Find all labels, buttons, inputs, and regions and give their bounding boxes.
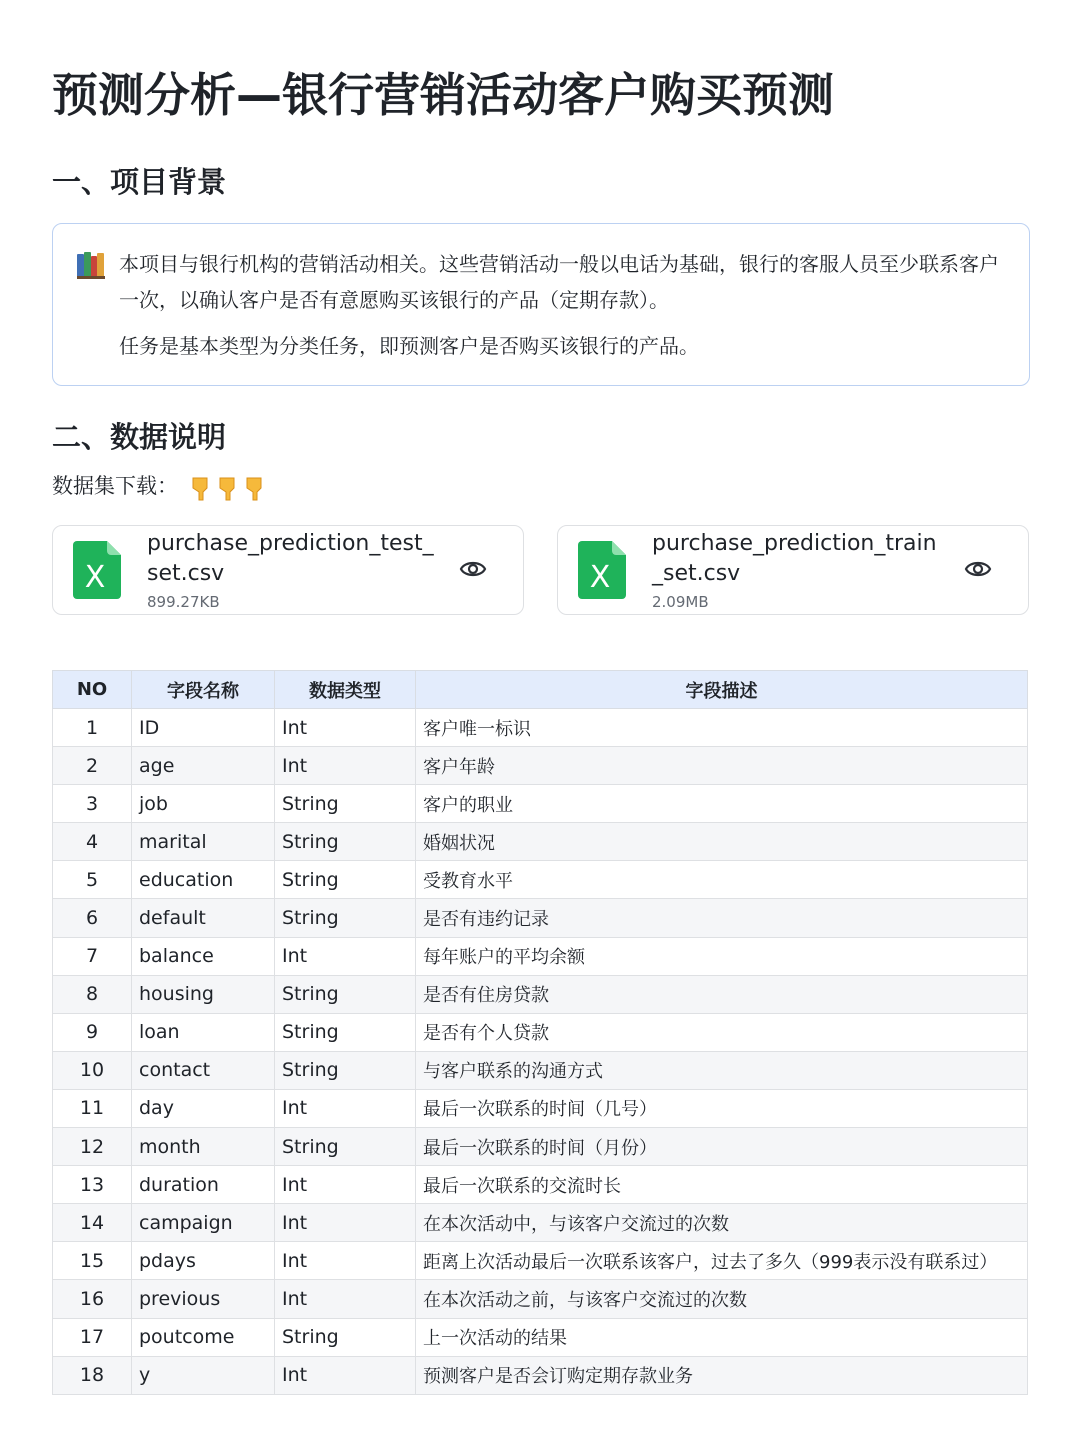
file-card-test[interactable] xyxy=(52,525,524,615)
column-header-data-type: 数据类型 xyxy=(275,671,416,709)
table-row xyxy=(53,899,1028,937)
excel-file-icon xyxy=(578,541,626,599)
cell-no: 16 xyxy=(53,1280,132,1318)
cell-description: 最后一次联系的时间（几号） xyxy=(416,1089,1028,1127)
background-callout xyxy=(52,223,1030,386)
field-table xyxy=(52,670,1028,1395)
download-label-row xyxy=(52,470,269,503)
cell-field-name: month xyxy=(132,1128,275,1166)
cell-data-type: String xyxy=(275,1051,416,1089)
cell-description: 在本次活动之前，与该客户交流过的次数 xyxy=(416,1280,1028,1318)
cell-description: 受教育水平 xyxy=(416,861,1028,899)
excel-file-icon xyxy=(73,541,121,599)
cell-field-name: poutcome xyxy=(132,1318,275,1356)
cell-data-type: Int xyxy=(275,1166,416,1204)
cell-description: 客户唯一标识 xyxy=(416,709,1028,747)
cell-data-type: Int xyxy=(275,1242,416,1280)
table-row xyxy=(53,747,1028,785)
cell-no: 5 xyxy=(53,861,132,899)
table-row xyxy=(53,1242,1028,1280)
column-header-description: 字段描述 xyxy=(416,671,1028,709)
cell-no: 11 xyxy=(53,1089,132,1127)
cell-no: 9 xyxy=(53,1013,132,1051)
cell-description: 是否有违约记录 xyxy=(416,899,1028,937)
cell-no: 15 xyxy=(53,1242,132,1280)
file-size: 899.27KB xyxy=(147,593,220,611)
cell-field-name: loan xyxy=(132,1013,275,1051)
cell-field-name: marital xyxy=(132,823,275,861)
cell-data-type: Int xyxy=(275,1280,416,1318)
file-card-train[interactable] xyxy=(557,525,1029,615)
table-row xyxy=(53,709,1028,747)
cell-no: 1 xyxy=(53,709,132,747)
cell-description: 与客户联系的沟通方式 xyxy=(416,1051,1028,1089)
column-header-field-name: 字段名称 xyxy=(132,671,275,709)
cell-description: 上一次活动的结果 xyxy=(416,1318,1028,1356)
cell-field-name: pdays xyxy=(132,1242,275,1280)
cell-field-name: balance xyxy=(132,937,275,975)
cell-description: 是否有住房贷款 xyxy=(416,975,1028,1013)
cell-no: 10 xyxy=(53,1051,132,1089)
table-row xyxy=(53,1318,1028,1356)
cell-no: 17 xyxy=(53,1318,132,1356)
table-row xyxy=(53,861,1028,899)
cell-no: 3 xyxy=(53,785,132,823)
cell-data-type: Int xyxy=(275,709,416,747)
table-row xyxy=(53,823,1028,861)
cell-data-type: Int xyxy=(275,747,416,785)
cell-no: 14 xyxy=(53,1204,132,1242)
cell-field-name: education xyxy=(132,861,275,899)
file-name[interactable]: purchase_prediction_train_set.csv xyxy=(652,531,937,586)
cell-field-name: job xyxy=(132,785,275,823)
file-size: 2.09MB xyxy=(652,593,709,611)
cell-data-type: String xyxy=(275,861,416,899)
cell-description: 客户年龄 xyxy=(416,747,1028,785)
cell-data-type: String xyxy=(275,1013,416,1051)
table-row xyxy=(53,1051,1028,1089)
cell-description: 是否有个人贷款 xyxy=(416,1013,1028,1051)
books-icon xyxy=(75,250,107,280)
cell-field-name: default xyxy=(132,899,275,937)
cell-description: 距离上次活动最后一次联系该客户，过去了多久（999表示没有联系过） xyxy=(416,1242,1028,1280)
cell-description: 客户的职业 xyxy=(416,785,1028,823)
cell-no: 2 xyxy=(53,747,132,785)
cell-data-type: Int xyxy=(275,1204,416,1242)
cell-data-type: String xyxy=(275,899,416,937)
cell-field-name: age xyxy=(132,747,275,785)
column-header-no: NO xyxy=(53,671,132,709)
cell-field-name: day xyxy=(132,1089,275,1127)
table-row xyxy=(53,785,1028,823)
cell-data-type: String xyxy=(275,785,416,823)
page-title: 预测分析—银行营销活动客户购买预测 xyxy=(52,68,834,122)
table-row xyxy=(53,975,1028,1013)
section-heading-background: 一、项目背景 xyxy=(52,165,227,199)
pointing-down-hand-icon xyxy=(189,471,269,503)
cell-no: 18 xyxy=(53,1356,132,1394)
svg-text:X: X xyxy=(589,560,611,595)
download-label: 数据集下载： xyxy=(52,474,178,498)
table-row xyxy=(53,1166,1028,1204)
cell-no: 7 xyxy=(53,937,132,975)
cell-description: 最后一次联系的时间（月份） xyxy=(416,1128,1028,1166)
background-paragraph-2: 任务是基本类型为分类任务，即预测客户是否购买该银行的产品。 xyxy=(119,334,699,358)
cell-no: 8 xyxy=(53,975,132,1013)
cell-no: 4 xyxy=(53,823,132,861)
table-row xyxy=(53,1356,1028,1394)
cell-data-type: String xyxy=(275,975,416,1013)
cell-field-name: ID xyxy=(132,709,275,747)
cell-field-name: contact xyxy=(132,1051,275,1089)
cell-data-type: String xyxy=(275,1318,416,1356)
cell-no: 12 xyxy=(53,1128,132,1166)
table-row xyxy=(53,1128,1028,1166)
file-name[interactable]: purchase_prediction_test_set.csv xyxy=(147,531,434,586)
cell-field-name: duration xyxy=(132,1166,275,1204)
table-header-row xyxy=(53,671,1028,709)
cell-field-name: housing xyxy=(132,975,275,1013)
cell-description: 每年账户的平均余额 xyxy=(416,937,1028,975)
section-heading-data: 二、数据说明 xyxy=(52,420,227,454)
cell-description: 婚姻状况 xyxy=(416,823,1028,861)
eye-icon[interactable] xyxy=(964,557,992,581)
cell-field-name: previous xyxy=(132,1280,275,1318)
table-row xyxy=(53,937,1028,975)
cell-no: 13 xyxy=(53,1166,132,1204)
cell-field-name: campaign xyxy=(132,1204,275,1242)
svg-text:X: X xyxy=(84,560,106,595)
table-row xyxy=(53,1089,1028,1127)
background-paragraph-1: 本项目与银行机构的营销活动相关。这些营销活动一般以电话为基础，银行的客服人员至少联系客户一次，以确认客户是否有意愿购买该银行的产品（定期存款）。 xyxy=(119,252,999,312)
cell-data-type: String xyxy=(275,1128,416,1166)
cell-data-type: Int xyxy=(275,1356,416,1394)
cell-description: 在本次活动中，与该客户交流过的次数 xyxy=(416,1204,1028,1242)
cell-data-type: Int xyxy=(275,1089,416,1127)
cell-description: 预测客户是否会订购定期存款业务 xyxy=(416,1356,1028,1394)
cell-no: 6 xyxy=(53,899,132,937)
cell-data-type: Int xyxy=(275,937,416,975)
cell-data-type: String xyxy=(275,823,416,861)
table-row xyxy=(53,1204,1028,1242)
eye-icon[interactable] xyxy=(459,557,487,581)
cell-description: 最后一次联系的交流时长 xyxy=(416,1166,1028,1204)
table-row xyxy=(53,1280,1028,1318)
cell-field-name: y xyxy=(132,1356,275,1394)
table-row xyxy=(53,1013,1028,1051)
